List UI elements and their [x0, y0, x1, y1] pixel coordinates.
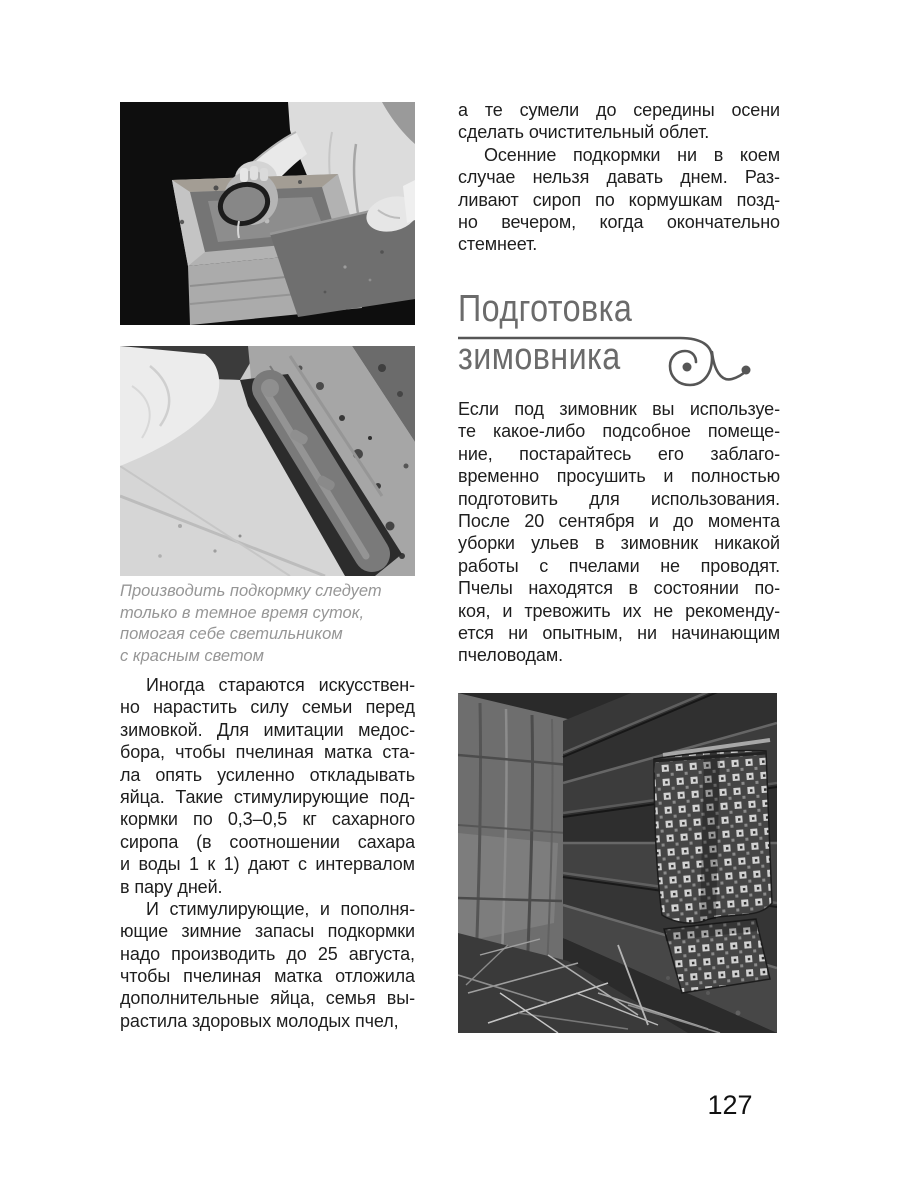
text-line: и воды 1 к 1) дают с интервалом [120, 854, 415, 875]
text-line: Если под зимовник вы используе- [458, 399, 780, 419]
text-line: только в темное время суток, [120, 603, 365, 622]
text-line: Осенние подкормки ни в коем [484, 144, 780, 165]
text-line: Пчелы находятся в состоянии по- [458, 578, 780, 599]
text-line: пчеловодам. [458, 645, 564, 666]
text-line: но нарастить силу семьи перед [120, 697, 415, 718]
section-heading-line1: Подготовка [458, 288, 633, 330]
text-line: но вечером, когда окончательно [458, 211, 780, 232]
text-line: зимовкой. Для имитации медос- [120, 719, 415, 740]
text-line: Иногда стараются искусствен- [146, 675, 415, 695]
text-line: коя, и тревожить их не рекоменду- [458, 600, 780, 621]
right-column-top-text [458, 99, 780, 256]
paragraph [120, 898, 415, 1032]
left-column-text [120, 674, 415, 1032]
text-line: сиропа (в соотношении сахара [120, 831, 415, 852]
log-wintering-house-photo [458, 693, 777, 1033]
text-line: Производить подкормку следует [120, 582, 382, 600]
text-line: кормки по 0,3–0,5 кг сахарного [120, 809, 415, 830]
text-line: После 20 сентября и до момента [458, 510, 780, 531]
page-number: 127 [707, 1090, 753, 1120]
text-line: стемнеет. [458, 234, 538, 255]
text-line: ющие зимние запасы подкормки [120, 921, 415, 942]
text-line: растила здоровых молодых пчел, [120, 1010, 399, 1031]
pouring-syrup-photo [120, 102, 415, 325]
text-line: ливают сироп по кормушкам позд- [458, 189, 780, 210]
text-line: временно просушить и полностью [458, 466, 780, 487]
text-line: бора, чтобы пчелиная матка ста- [120, 742, 415, 763]
feeder-closeup-illustration [120, 346, 415, 576]
checkered-cloth [654, 740, 772, 993]
text-line: уборки ульев в зимовник никакой [458, 533, 780, 554]
feeder-closeup-photo [120, 346, 415, 576]
paragraph [458, 99, 780, 144]
paragraph [458, 398, 780, 667]
wintering-house-illustration [458, 693, 777, 1033]
pouring-syrup-illustration [120, 102, 415, 325]
text-line: яйца. Такие стимулирующие под- [120, 786, 415, 807]
text-line: ла опять усиленно откладывать [120, 764, 415, 785]
right-column-body-text [458, 398, 780, 667]
text-line: помогая себе светильником [120, 625, 343, 644]
text-line: ние, постарайтесь его заблаго- [458, 443, 780, 464]
text-line: подготовить для использования. [458, 488, 780, 509]
text-line: в пару дней. [120, 876, 223, 897]
text-line: ется ни опытным, ни начинающим [458, 622, 780, 643]
paragraph [458, 144, 780, 256]
paragraph [120, 581, 420, 668]
heading-flourish-ornament [458, 330, 773, 394]
section-heading-line2: зимовника [458, 336, 621, 378]
text-line: случае нельзя давать днем. Раз- [458, 167, 780, 188]
text-line: дополнительные яйца, семья вы- [120, 988, 415, 1009]
photo-caption [120, 581, 420, 668]
text-line: с красным светом [120, 647, 264, 666]
text-line: И стимулирующие, и пополня- [146, 898, 415, 919]
text-line: чтобы пчелиная матка отложила [120, 966, 415, 987]
text-line: те какое-либо подсобное помеще- [458, 421, 780, 442]
text-line: работы с пчелами не проводят. [458, 555, 780, 576]
text-line: а те сумели до середины осени [458, 100, 780, 120]
paragraph [120, 674, 415, 898]
text-line: надо производить до 25 августа, [120, 943, 415, 964]
text-line: сделать очистительный облет. [458, 122, 710, 143]
